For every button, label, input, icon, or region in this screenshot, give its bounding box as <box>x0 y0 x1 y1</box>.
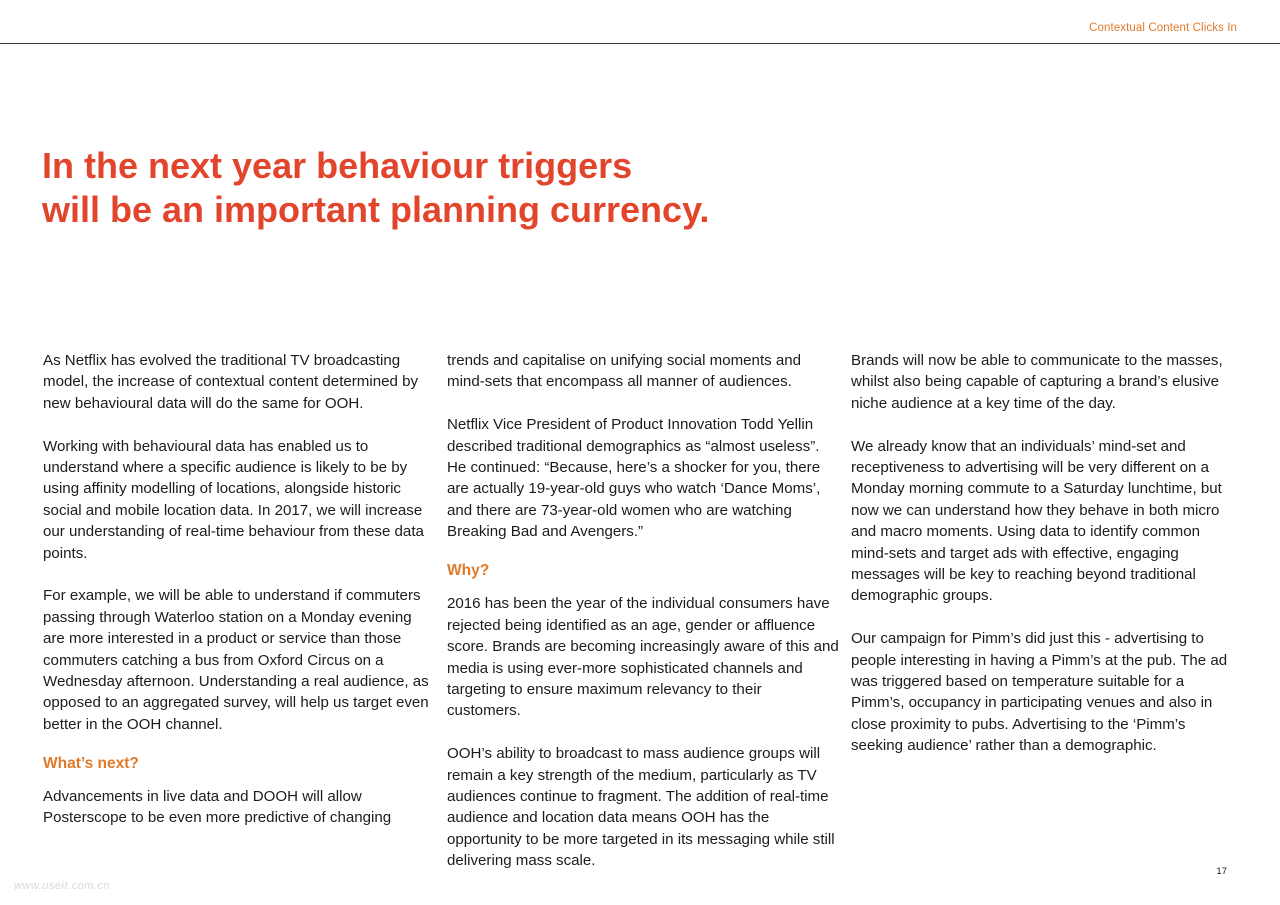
paragraph: 2016 has been the year of the individual consumers have rejected being identified as an age, gender or affluence score. Brands are becoming increasingly aware of this and media is using ever-more sophisticated channels and targeting to ensure maximum relevancy to their customers. <box>447 595 839 720</box>
headline <box>42 144 709 232</box>
paragraph: Working with behavioural data has enabled us to understand where a specific audience is likely to be by using affinity modelling of locations, alongside historic social and mobile location data. In 2017, we will increase our understanding of real-time behaviour from these data points. <box>43 437 424 562</box>
paragraph: For example, we will be able to understand if commuters passing through Waterloo station on a Monday evening are more interested in a product or service than those commuters catching a bus from Oxford Circus on a Wednesday afternoon. Understanding a real audience, as opposed to an aggregated survey, will help us target even better in the OOH channel. <box>43 587 429 733</box>
header-rule <box>0 43 1280 44</box>
paragraph: Brands will now be able to communicate to the masses, whilst also being capable of capturing a brand’s elusive niche audience at a key time of the day. <box>851 352 1223 412</box>
paragraph: trends and capitalise on unifying social moments and mind-sets that encompass all manner of audiences. <box>447 352 802 391</box>
paragraph: We already know that an individuals’ mind-set and receptiveness to advertising will be very different on a Monday morning commute to a Saturday lunchtime, but now we can understand how they behave in both micro and macro moments. Using data to identify common mind-sets and target ads with effective, engaging messages will be key to reaching beyond traditional demographic groups. <box>851 437 1222 605</box>
headline-line-2: will be an important planning currency. <box>42 189 710 230</box>
headline-line-1: In the next year behaviour triggers <box>42 145 633 186</box>
paragraph: Advancements in live data and DOOH will allow Posterscope to be even more predictive of changing <box>43 788 392 827</box>
paragraph: Netflix Vice President of Product Innovation Todd Yellin described traditional demographics as “almost useless”. He continued: “Because, here’s a shocker for you, there are actually 19-year-old guys who watch ‘Dance Moms’, and there are 73-year-old women who are watching Breaking Bad and Avengers.” <box>447 416 821 541</box>
text-column-1 <box>43 350 435 829</box>
text-column-2 <box>447 350 839 872</box>
subheading-why: Why? <box>447 562 490 580</box>
paragraph: Our campaign for Pimm’s did just this - advertising to people interesting in having a Pimm’s at the pub. The ad was triggered based on temperature suitable for a Pimm’s, occupancy in participating venues and also in close proximity to pubs. Advertising to the ‘Pimm’s seeking audience’ rather than a demographic. <box>851 630 1228 755</box>
paragraph: As Netflix has evolved the traditional TV broadcasting model, the increase of contextual content determined by new behavioural data will do the same for OOH. <box>43 352 419 412</box>
watermark: www.useit.com.cn <box>14 880 111 892</box>
paragraph: OOH’s ability to broadcast to mass audience groups will remain a key strength of the medium, particularly as TV audiences continue to fragment. The addition of real-time audience and location data means OOH has the opportunity to be more targeted in its messaging while still delivering mass scale. <box>447 745 835 870</box>
text-column-3 <box>851 350 1236 757</box>
subheading-whats-next: What’s next? <box>43 754 139 772</box>
page-number: 17 <box>1216 866 1227 877</box>
running-header: Contextual Content Clicks In <box>1089 22 1237 34</box>
